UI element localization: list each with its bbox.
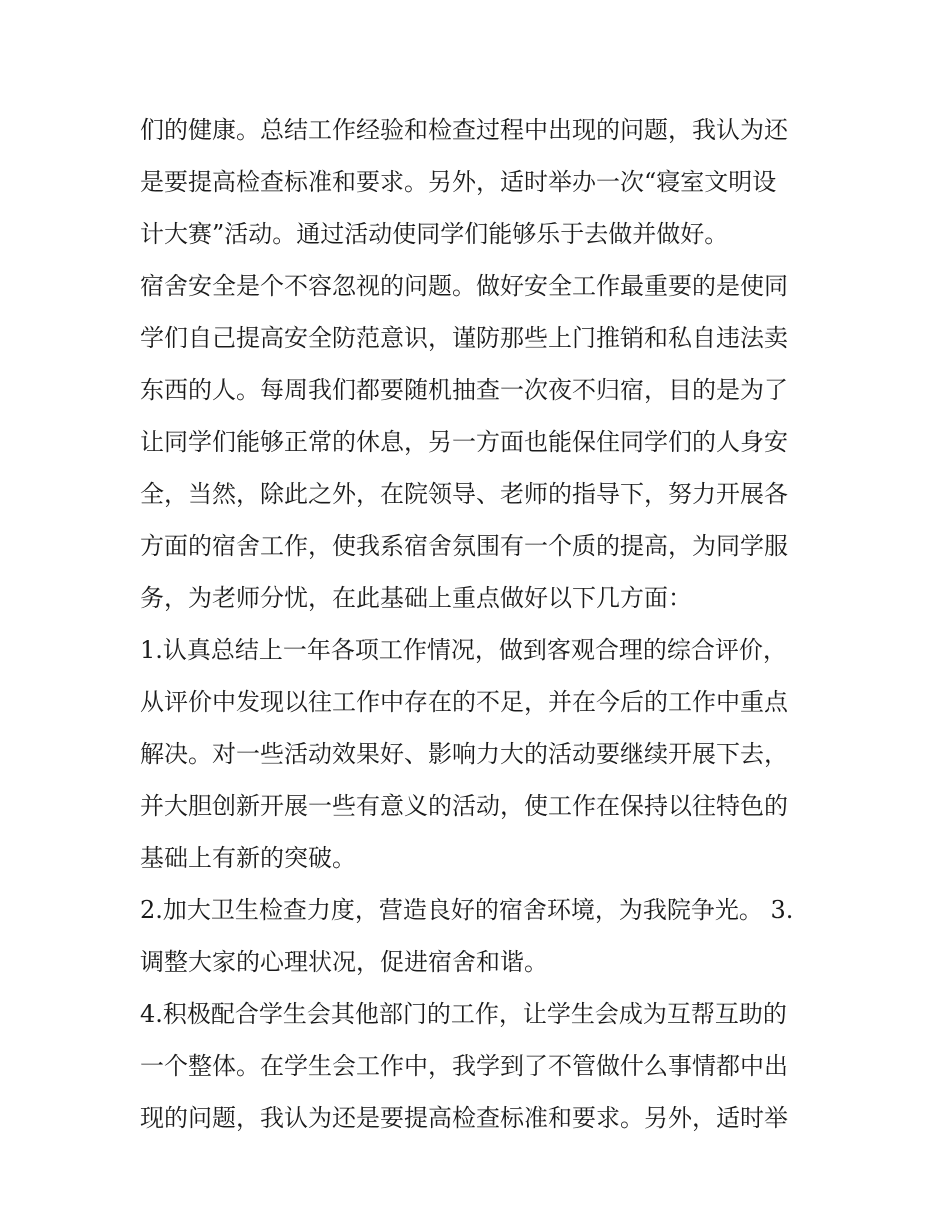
text-line: 并大胆创新开展一些有意义的活动，使工作在保持以往特色的 <box>140 792 788 820</box>
paragraph-1 <box>140 104 820 260</box>
text-line: 全，当然，除此之外，在院领导、老师的指导下，努力开展各 <box>140 480 788 508</box>
text-line: 学们自己提高安全防范意识，谨防那些上门推销和私自违法卖 <box>140 324 788 352</box>
text-line: 们的健康。总结工作经验和检查过程中出现的问题，我认为还 <box>140 116 788 144</box>
text-line: 4.积极配合学生会其他部门的工作，让学生会成为互帮互助的 <box>140 1000 787 1028</box>
text-line: 是要提高检查标准和要求。另外，适时举办一次“寝室文明设 <box>140 168 777 196</box>
text-line: 现的问题，我认为还是要提高检查标准和要求。另外，适时举 <box>140 1104 788 1132</box>
text-line: 调整大家的心理状况，促进宿舍和谐。 <box>140 948 548 976</box>
text-line: 基础上有新的突破。 <box>140 844 356 872</box>
text-line: 让同学们能够正常的休息，另一方面也能保住同学们的人身安 <box>140 428 788 456</box>
text-line: 1.认真总结上一年各项工作情况，做到客观合理的综合评价， <box>140 636 787 664</box>
text-line: 一个整体。在学生会工作中，我学到了不管做什么事情都中出 <box>140 1052 788 1080</box>
text-line: 从评价中发现以往工作中存在的不足，并在今后的工作中重点 <box>140 688 788 716</box>
text-line: 宿舍安全是个不容忽视的问题。做好安全工作最重要的是使同 <box>140 272 788 300</box>
paragraph-4 <box>140 884 820 988</box>
text-line: 计大赛”活动。通过活动使同学们能够乐于去做并做好。 <box>140 220 729 248</box>
text-line: 2.加大卫生检查力度，营造良好的宿舍环境，为我院争光。 3. <box>140 896 794 924</box>
text-line: 方面的宿舍工作，使我系宿舍氛围有一个质的提高，为同学服 <box>140 532 788 560</box>
document-body <box>140 104 820 1144</box>
paragraph-5 <box>140 988 820 1144</box>
paragraph-3 <box>140 624 820 884</box>
text-line: 东西的人。每周我们都要随机抽查一次夜不归宿，目的是为了 <box>140 376 788 404</box>
paragraph-2 <box>140 260 820 624</box>
text-line: 务，为老师分忧，在此基础上重点做好以下几方面： <box>140 584 692 612</box>
text-line: 解决。对一些活动效果好、影响力大的活动要继续开展下去， <box>140 740 788 768</box>
